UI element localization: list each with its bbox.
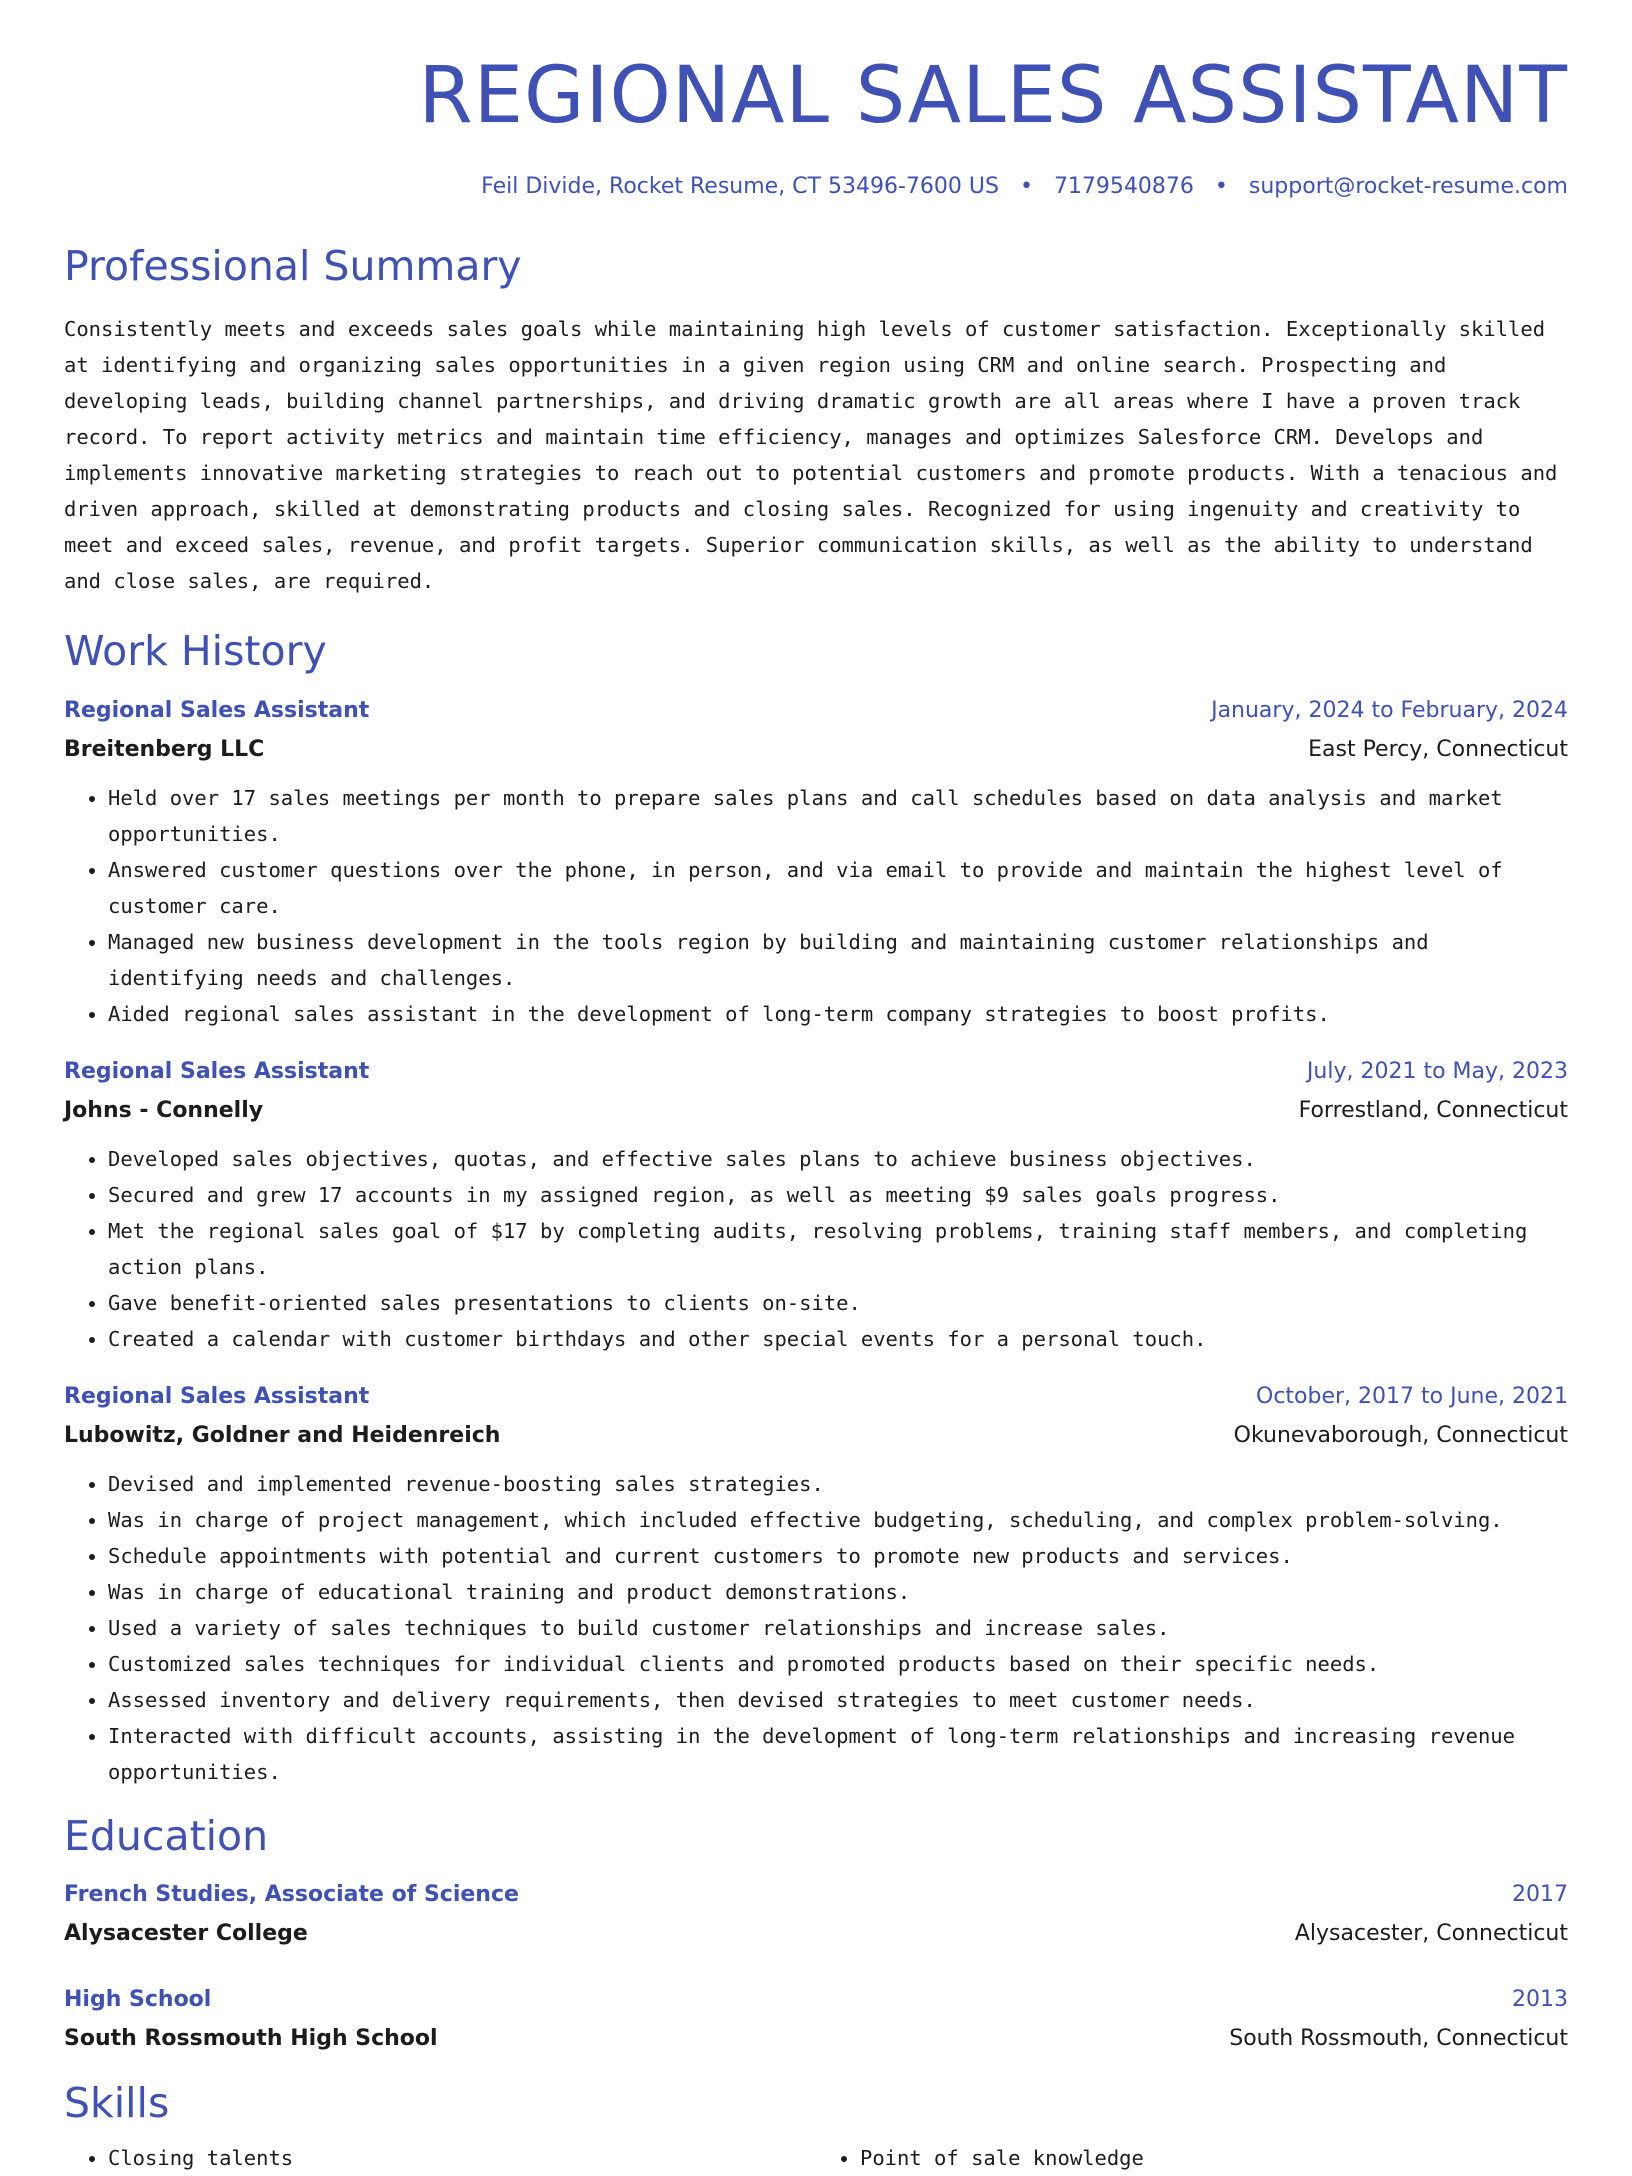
education-list — [64, 1877, 1568, 2057]
education-school: Alysacester College — [64, 1920, 308, 1946]
job-dates: July, 2021 to May, 2023 — [1306, 1058, 1568, 1084]
education-location: Alysacester, Connecticut — [1294, 1920, 1568, 1946]
job-role: Regional Sales Assistant — [64, 697, 370, 723]
contact-separator: • — [1019, 173, 1033, 199]
job-bullet: • Held over 17 sales meetings per month to prepare sales plans and call schedules based on data analysis and market opportunities. — [108, 780, 1568, 852]
job-bullet: • Created a calendar with customer birthdays and other special events for a personal touch. — [108, 1321, 1568, 1357]
job-dates: January, 2024 to February, 2024 — [1211, 697, 1568, 723]
summary-text: Consistently meets and exceeds sales goals while maintaining high levels of customer satisfaction. Exceptionally skilled at identifying and organizing sales opportunities in a given region using CRM and online search. Prospecting and developing leads, building channel partnerships, and driving dramatic growth are all areas where I have a proven track record. To report activity metrics and maintain time efficiency, manages and optimizes Salesforce CRM. Develops and implements innovative marketing strategies to reach out to potential customers and promote products. With a tenacious and driven approach, skilled at demonstrating products and closing sales. Recognized for using ingenuity and creativity to meet and exceed sales, revenue, and profit targets. Superior communication skills, as well as the ability to understand and close sales, are required. — [64, 317, 1558, 594]
skill-item: • Point of sale knowledge — [860, 2140, 1568, 2176]
job-bullets — [64, 1466, 1568, 1790]
education-degree: High School — [64, 1986, 212, 2012]
education-year: 2013 — [1512, 1986, 1568, 2012]
job-bullets — [64, 780, 1568, 1032]
contact-email[interactable]: support@rocket-resume.com — [1248, 173, 1568, 199]
candidate-title: REGIONAL SALES ASSISTANT — [418, 51, 1568, 141]
resume-header — [64, 51, 1568, 200]
job-bullet: • Devised and implemented revenue-boosting sales strategies. — [108, 1466, 1568, 1502]
skills-column-right — [816, 2140, 1568, 2176]
education-entry — [64, 1982, 1568, 2057]
job-location: East Percy, Connecticut — [1308, 736, 1568, 762]
job-bullet: • Secured and grew 17 accounts in my assigned region, as well as meeting $9 sales goals progress. — [108, 1177, 1568, 1213]
skill-item: • Closing talents — [108, 2140, 816, 2176]
job-bullet: • Schedule appointments with potential and current customers to promote new products and services. — [108, 1538, 1568, 1574]
contact-address: Feil Divide, Rocket Resume, CT 53496-7600 US — [481, 173, 999, 199]
job-bullet: • Aided regional sales assistant in the development of long-term company strategies to boost profits. — [108, 996, 1568, 1032]
work-history-list — [64, 693, 1568, 1790]
contact-line — [64, 174, 1568, 200]
job-bullet: • Used a variety of sales techniques to build customer relationships and increase sales. — [108, 1610, 1568, 1646]
job-bullet: • Answered customer questions over the phone, in person, and via email to provide and maintain the highest level of customer care. — [108, 852, 1568, 924]
job-bullet: • Developed sales objectives, quotas, and effective sales plans to achieve business objectives. — [108, 1141, 1568, 1177]
education-degree: French Studies, Associate of Science — [64, 1881, 519, 1907]
contact-separator: • — [1214, 173, 1228, 199]
job-company: Johns - Connelly — [64, 1097, 264, 1123]
job-company: Lubowitz, Goldner and Heidenreich — [64, 1422, 501, 1448]
summary-heading: Professional Summary — [64, 242, 522, 291]
education-entry — [64, 1877, 1568, 1952]
job-bullet: • Met the regional sales goal of $17 by completing audits, resolving problems, training staff members, and completing action plans. — [108, 1213, 1568, 1285]
job-bullet: • Assessed inventory and delivery requirements, then devised strategies to meet customer needs. — [108, 1682, 1568, 1718]
job-bullet: • Interacted with difficult accounts, assisting in the development of long-term relationships and increasing revenue opportunities. — [108, 1718, 1568, 1790]
job-bullet: • Was in charge of project management, which included effective budgeting, scheduling, and complex problem-solving. — [108, 1502, 1568, 1538]
job-role: Regional Sales Assistant — [64, 1058, 370, 1084]
job-location: Okunevaborough, Connecticut — [1233, 1422, 1568, 1448]
education-location: South Rossmouth, Connecticut — [1229, 2025, 1568, 2051]
work-history-heading: Work History — [64, 627, 327, 676]
job-bullet: • Was in charge of educational training and product demonstrations. — [108, 1574, 1568, 1610]
contact-phone: 7179540876 — [1053, 173, 1194, 199]
job-location: Forrestland, Connecticut — [1298, 1097, 1568, 1123]
skills-heading: Skills — [64, 2078, 170, 2127]
education-school: South Rossmouth High School — [64, 2025, 438, 2051]
job-company: Breitenberg LLC — [64, 736, 265, 762]
job-bullet: • Gave benefit-oriented sales presentations to clients on-site. — [108, 1285, 1568, 1321]
skills-column-left — [64, 2140, 816, 2176]
education-year: 2017 — [1512, 1881, 1568, 1907]
job-entry — [64, 1054, 1568, 1357]
job-entry — [64, 693, 1568, 1032]
job-dates: October, 2017 to June, 2021 — [1256, 1383, 1568, 1409]
job-bullet: • Customized sales techniques for individual clients and promoted products based on their specific needs. — [108, 1646, 1568, 1682]
education-heading: Education — [64, 1811, 269, 1860]
job-bullet: • Managed new business development in the tools region by building and maintaining customer relationships and identifying needs and challenges. — [108, 924, 1568, 996]
job-role: Regional Sales Assistant — [64, 1383, 370, 1409]
job-bullets — [64, 1141, 1568, 1357]
job-entry — [64, 1379, 1568, 1790]
skills-list — [64, 2140, 1568, 2176]
